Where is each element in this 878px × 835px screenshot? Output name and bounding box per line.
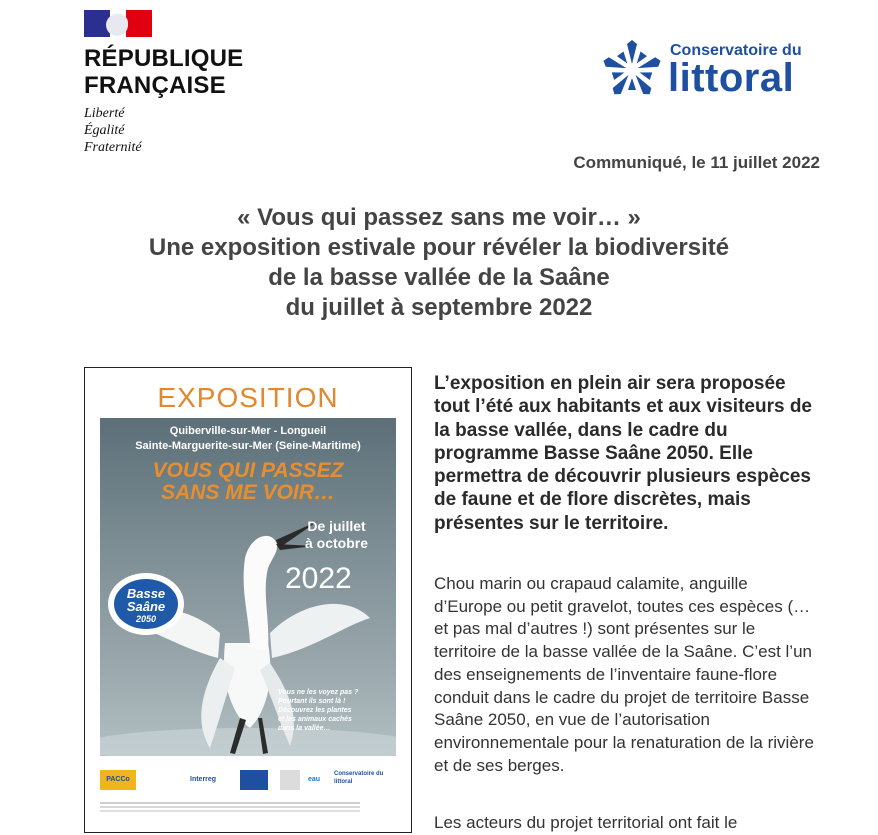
marianne-flag-icon <box>84 10 152 37</box>
republique-line1: RÉPUBLIQUE <box>84 45 244 72</box>
poster-year: 2022 <box>285 562 352 595</box>
conservatoire-mini-logo: Conservatoire du littoral <box>334 771 384 785</box>
republique-mini-logo <box>280 770 300 790</box>
press-release-date: Communiqué, le 11 juillet 2022 <box>573 153 820 172</box>
motto-fraternite: Fraternité <box>84 140 142 155</box>
republique-francaise-logo <box>84 10 243 156</box>
motto-egalite: Égalité <box>84 123 125 138</box>
partner-name-line1: Conservatoire du <box>670 42 802 59</box>
poster-place: Sainte-Marguerite-sur-Mer (Seine-Maritime) <box>135 440 361 452</box>
poster-note-line: Découvrez les plantes <box>278 707 352 714</box>
poster-headline-line: SANS ME VOIR… <box>161 481 335 504</box>
egret-photo <box>100 418 396 756</box>
interreg-logo: Interreg <box>190 776 217 783</box>
poster-headline-line: VOUS QUI PASSEZ <box>152 459 344 482</box>
eau-logo: eau <box>308 776 321 783</box>
basse-saane-logo <box>108 573 184 635</box>
poster-note-line: et les animaux cachés <box>278 716 352 723</box>
title-line: « Vous qui passez sans me voir… » <box>237 204 641 231</box>
body-paragraph-continued: Les acteurs du projet territorial ont fait le <box>434 813 738 832</box>
pacco-logo: PACCo <box>100 770 136 790</box>
poster-place: Quiberville-sur-Mer - Longueil <box>169 425 327 437</box>
lead-paragraph: L’exposition en plein air sera proposée tout l’été aux habitants et aux visiteurs de la basse vallée, dans le cadre du programme Basse Saâne 2050. Elle permettra de découvrir plusieurs espèces de faune et de flore discrètes, mais présentes sur le territoire. <box>434 373 812 534</box>
republique-name <box>84 45 243 99</box>
title-line: du juillet à septembre 2022 <box>285 294 593 321</box>
poster-headline <box>100 460 396 504</box>
logo-text: Saâne <box>126 599 166 614</box>
motto <box>84 105 243 156</box>
poster-dates <box>305 518 368 552</box>
title-line: Une exposition estivale pour révéler la biodiversité <box>148 234 730 261</box>
poster-note-line: dans la vallée… <box>278 725 331 732</box>
poster-expo-label: EXPOSITION <box>157 382 339 413</box>
conservatoire-logo <box>600 38 830 102</box>
poster-fine-print <box>100 802 360 804</box>
star-flower-logo-icon <box>600 38 664 102</box>
poster-date-line: De juillet <box>307 518 366 534</box>
partner-name-line2: littoral <box>668 56 795 100</box>
page-title <box>0 203 878 323</box>
motto-liberte: Liberté <box>84 106 125 121</box>
logo-text: 2050 <box>135 614 157 624</box>
poster-partner-logos <box>100 768 396 794</box>
body-paragraph: Chou marin ou crapaud calamite, anguille d’Europe ou petit gravelot, toutes ces espèces (… et pas mal d’autres !) sont présentes sur le territoire de la basse vallée de la Saâne. C’est l’un des enseignements de l’inventaire faune-flore conduit dans le cadre du projet de territoire Basse Saâne 2050, en vue de l’autorisation environnementale pour la renaturation de la rivière et de ses berges. <box>434 574 814 775</box>
poster-date-line: à octobre <box>305 535 369 551</box>
poster-note-line: Pourtant ils sont là ! <box>278 698 346 705</box>
title-line: de la basse vallée de la Saâne <box>268 264 610 291</box>
exhibition-poster <box>84 367 412 833</box>
poster-note-line: Vous ne les voyez pas ? <box>278 689 359 696</box>
poster-note <box>278 688 378 733</box>
republique-line2: FRANÇAISE <box>84 72 226 99</box>
logo-text: Basse <box>126 586 166 601</box>
eu-flag-icon <box>240 770 268 790</box>
poster-places <box>100 424 396 454</box>
